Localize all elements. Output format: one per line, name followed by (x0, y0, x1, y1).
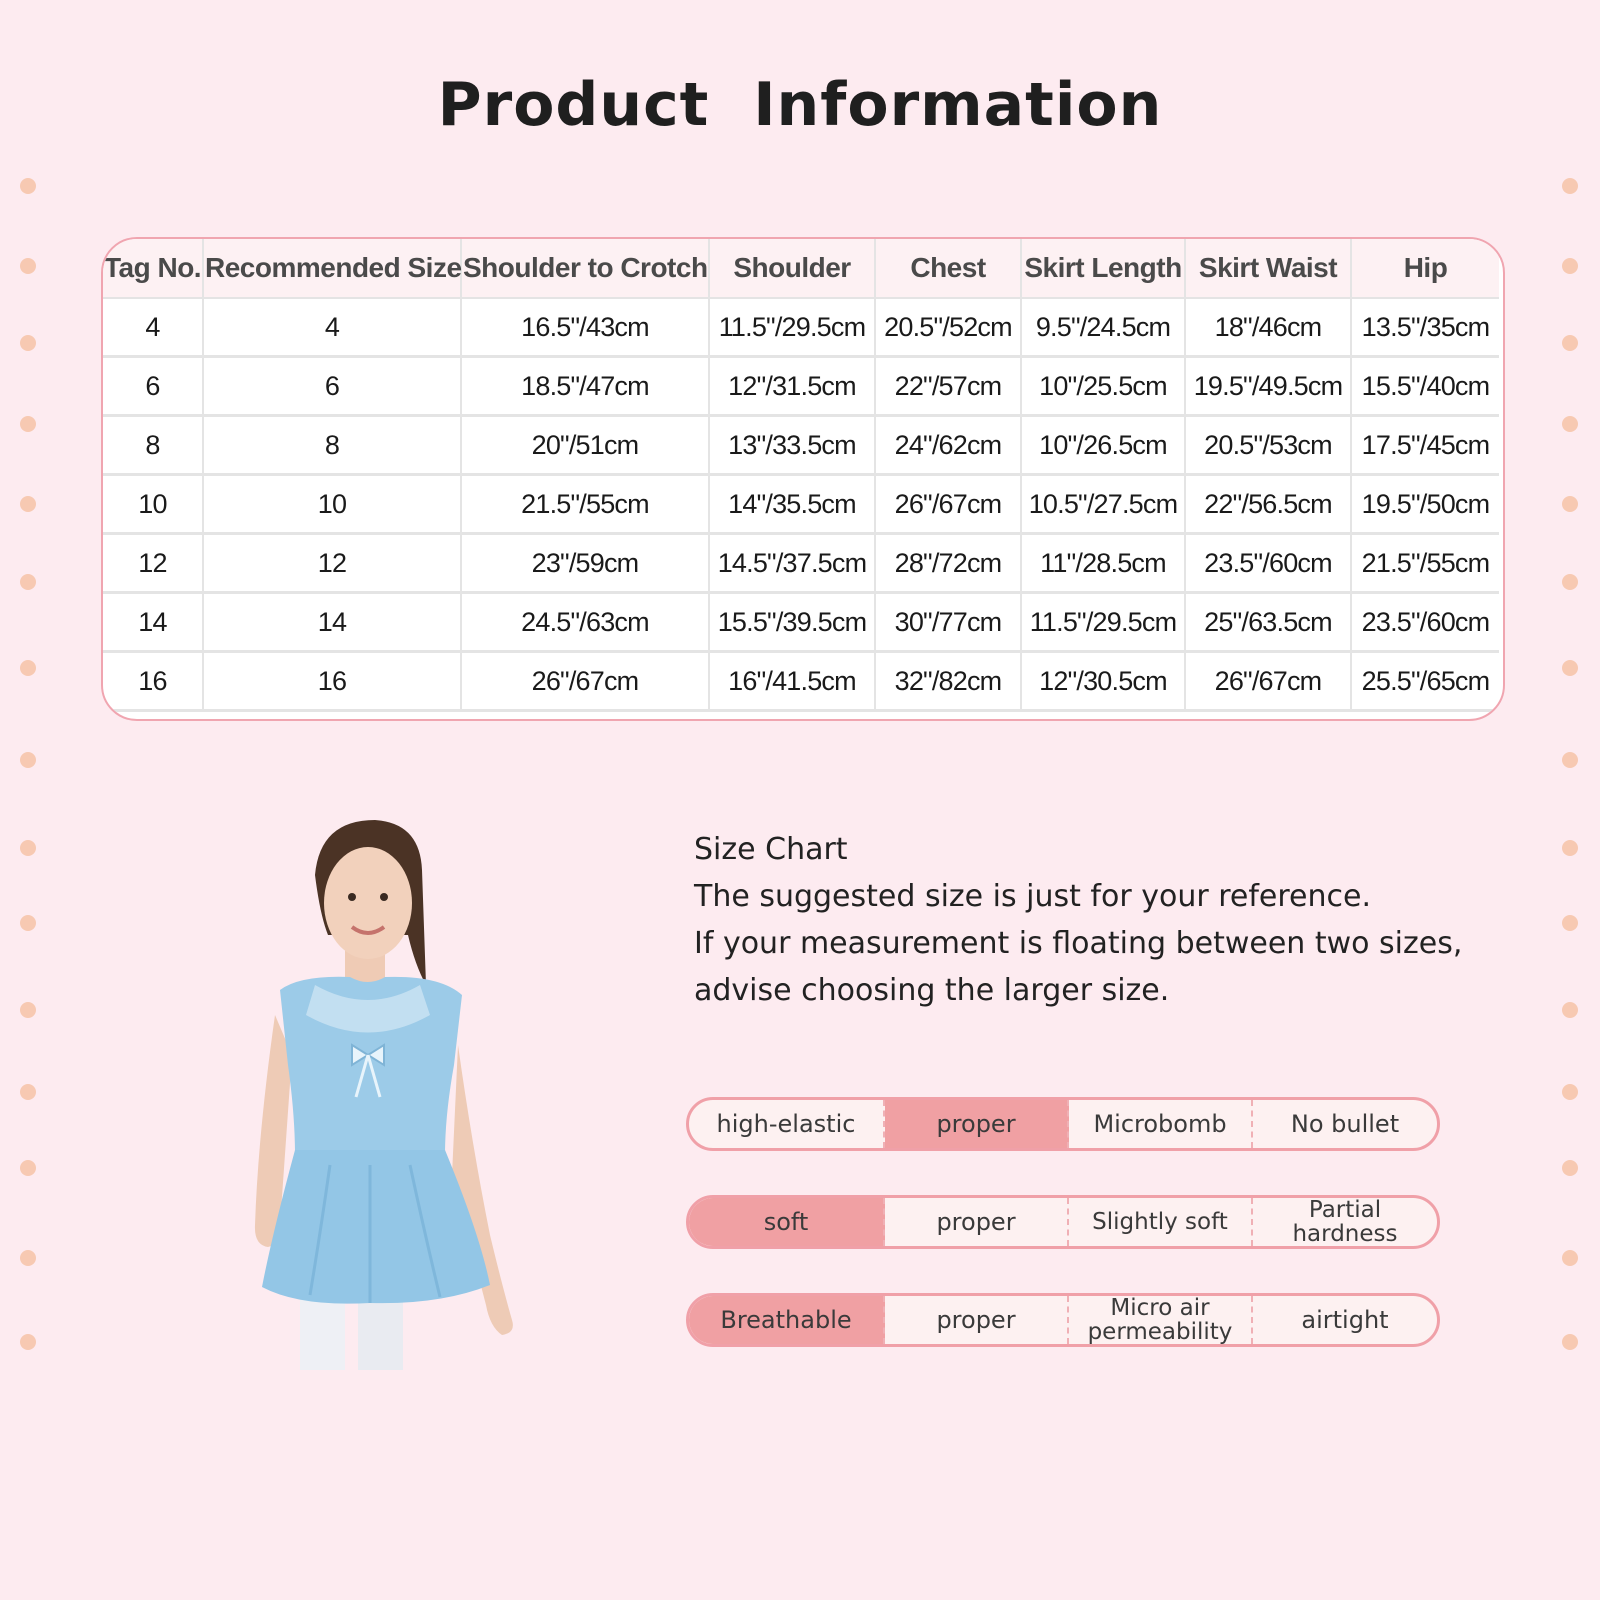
table-cell: 17.5"/45cm (1351, 416, 1499, 475)
table-cell: 23.5"/60cm (1185, 534, 1351, 593)
table-cell: 12"/31.5cm (709, 357, 875, 416)
table-cell: 8 (103, 416, 203, 475)
table-row (103, 416, 1499, 475)
table-cell: 20.5"/53cm (1185, 416, 1351, 475)
table-cell: 8 (203, 416, 461, 475)
table-cell: 23.5"/60cm (1351, 593, 1499, 652)
header-skirt-length: Skirt Length (1021, 239, 1185, 298)
table-cell: 12 (103, 534, 203, 593)
header-skirt-waist: Skirt Waist (1185, 239, 1351, 298)
table-cell: 10"/25.5cm (1021, 357, 1185, 416)
table-row (103, 534, 1499, 593)
table-cell: 16.5"/43cm (461, 298, 709, 357)
softness-option: Slightly soft (1069, 1198, 1253, 1246)
elasticity-option: Microbomb (1069, 1100, 1253, 1148)
table-cell: 24"/62cm (875, 416, 1021, 475)
table-cell: 26"/67cm (461, 652, 709, 711)
table-cell: 18.5"/47cm (461, 357, 709, 416)
table-cell: 6 (103, 357, 203, 416)
table-cell: 12"/30.5cm (1021, 652, 1185, 711)
table-cell: 11"/28.5cm (1021, 534, 1185, 593)
table-cell: 14 (103, 593, 203, 652)
table-cell: 26"/67cm (1185, 652, 1351, 711)
table-cell: 30"/77cm (875, 593, 1021, 652)
table-cell: 21.5"/55cm (1351, 534, 1499, 593)
size-chart-heading: Size Chart (694, 832, 848, 867)
size-chart-info (694, 826, 1494, 1014)
size-chart-note: The suggested size is just for your reference. (694, 879, 1371, 914)
table-cell: 16 (103, 652, 203, 711)
table-cell: 14 (203, 593, 461, 652)
size-chart-note: advise choosing the larger size. (694, 973, 1170, 1008)
size-chart-note: If your measurement is floating between two sizes, (694, 926, 1463, 961)
table-cell: 11.5"/29.5cm (1021, 593, 1185, 652)
header-shoulder-to-crotch: Shoulder to Crotch (461, 239, 709, 298)
table-row (103, 298, 1499, 357)
header-shoulder: Shoulder (709, 239, 875, 298)
table-cell: 20"/51cm (461, 416, 709, 475)
table-cell: 26"/67cm (875, 475, 1021, 534)
table-cell: 16 (203, 652, 461, 711)
table-cell: 22"/56.5cm (1185, 475, 1351, 534)
table-cell: 10"/26.5cm (1021, 416, 1185, 475)
header-chest: Chest (875, 239, 1021, 298)
elasticity-scale (686, 1097, 1440, 1151)
table-cell: 19.5"/49.5cm (1185, 357, 1351, 416)
header-recommended-size: Recommended Size (203, 239, 461, 298)
table-cell: 9.5"/24.5cm (1021, 298, 1185, 357)
table-cell: 21.5"/55cm (461, 475, 709, 534)
table-cell: 13.5"/35cm (1351, 298, 1499, 357)
girl-in-blue-ballet-dress-image (240, 815, 540, 1375)
table-cell: 18"/46cm (1185, 298, 1351, 357)
size-table (103, 239, 1499, 712)
breathability-option-selected: Breathable (689, 1296, 885, 1344)
softness-option: Partial hardness (1292, 1197, 1398, 1247)
table-cell: 4 (103, 298, 203, 357)
table-cell: 25"/63.5cm (1185, 593, 1351, 652)
table-cell: 20.5"/52cm (875, 298, 1021, 357)
table-header-row (103, 239, 1499, 298)
table-row (103, 593, 1499, 652)
table-cell: 19.5"/50cm (1351, 475, 1499, 534)
breathability-scale (686, 1293, 1440, 1347)
header-hip: Hip (1351, 239, 1499, 298)
elasticity-option: high-elastic (689, 1100, 885, 1148)
table-cell: 12 (203, 534, 461, 593)
table-cell: 14.5"/37.5cm (709, 534, 875, 593)
table-row (103, 652, 1499, 711)
breathability-option: airtight (1301, 1306, 1389, 1334)
table-row (103, 475, 1499, 534)
table-cell: 24.5"/63cm (461, 593, 709, 652)
softness-option: proper (885, 1198, 1069, 1246)
table-cell: 32"/82cm (875, 652, 1021, 711)
left-dot-decoration (20, 0, 40, 1600)
size-table-card (101, 237, 1505, 721)
table-cell: 14"/35.5cm (709, 475, 875, 534)
table-cell: 15.5"/40cm (1351, 357, 1499, 416)
softness-option-selected: soft (689, 1198, 885, 1246)
table-cell: 28"/72cm (875, 534, 1021, 593)
table-cell: 10 (203, 475, 461, 534)
page-title: Product Information (437, 70, 1163, 140)
table-row (103, 357, 1499, 416)
table-cell: 13"/33.5cm (709, 416, 875, 475)
elasticity-option: No bullet (1290, 1110, 1400, 1138)
breathability-option: proper (885, 1296, 1069, 1344)
table-cell: 22"/57cm (875, 357, 1021, 416)
table-cell: 15.5"/39.5cm (709, 593, 875, 652)
breathability-option: Micro air permeability (1069, 1296, 1253, 1344)
table-cell: 11.5"/29.5cm (709, 298, 875, 357)
table-cell: 10.5"/27.5cm (1021, 475, 1185, 534)
table-cell: 23"/59cm (461, 534, 709, 593)
right-dot-decoration (1562, 0, 1582, 1600)
header-tag-no: Tag No. (103, 239, 203, 298)
table-cell: 16"/41.5cm (709, 652, 875, 711)
table-cell: 6 (203, 357, 461, 416)
table-cell: 25.5"/65cm (1351, 652, 1499, 711)
table-cell: 4 (203, 298, 461, 357)
softness-scale (686, 1195, 1440, 1249)
table-cell: 10 (103, 475, 203, 534)
elasticity-option-selected: proper (885, 1100, 1069, 1148)
